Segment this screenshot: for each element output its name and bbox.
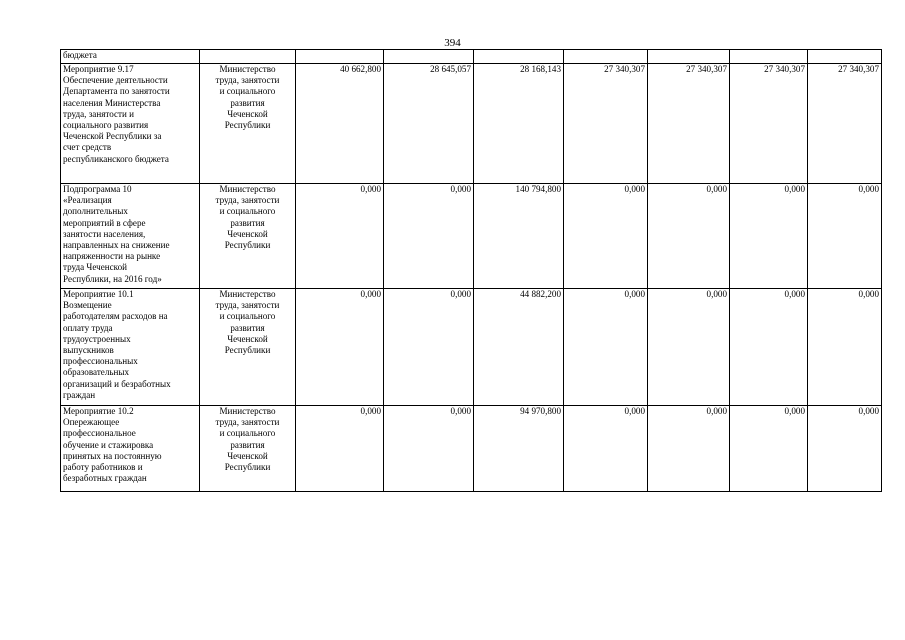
- amount-cell: 0,000: [648, 184, 730, 289]
- amount-cell: 27 340,307: [808, 64, 882, 184]
- executor-line: Министерство: [219, 289, 276, 299]
- program-name-line: профессиональное: [63, 428, 136, 439]
- executor-line: развития: [230, 322, 265, 333]
- table-row: [61, 289, 882, 406]
- program-name-line: населения Министерства: [63, 97, 161, 108]
- program-name-line: Возмещение: [63, 300, 112, 311]
- executor-line: Республики: [224, 120, 271, 131]
- amount-cell: 0,000: [296, 289, 384, 406]
- amount-cell: 0,000: [648, 289, 730, 406]
- table-row: [61, 406, 882, 492]
- executor-line: Министерство: [219, 406, 276, 416]
- program-name-line: труда, занятости и: [63, 108, 135, 119]
- program-name-line: обучение и стажировка: [63, 439, 154, 450]
- page-number: 394: [444, 37, 461, 49]
- program-name-line: труда Чеченской: [63, 262, 128, 273]
- program-name-line: напряженности на рынке: [63, 251, 161, 262]
- executor-line: Чеченской: [227, 450, 268, 461]
- program-name-line: занятости населения,: [63, 228, 146, 239]
- amount-cell: [296, 50, 384, 64]
- executor-line: развития: [230, 97, 265, 108]
- table-row: [61, 184, 882, 289]
- amount-cell: 27 340,307: [730, 64, 808, 184]
- program-name-line: Департамента по занятости: [63, 86, 170, 97]
- amount-cell: 44 882,200: [474, 289, 564, 406]
- executor-cell: [200, 184, 296, 289]
- amount-cell: [384, 50, 474, 64]
- amount-cell: 0,000: [296, 406, 384, 492]
- executor-cell: [200, 406, 296, 492]
- program-name-line: Подпрограмма 10: [63, 184, 132, 194]
- amount-cell: 27 340,307: [564, 64, 648, 184]
- program-name-line: оплату труда: [63, 322, 113, 333]
- program-name-line: профессиональных: [63, 356, 138, 367]
- amount-cell: 0,000: [564, 289, 648, 406]
- executor-line: труда, занятости: [215, 75, 280, 86]
- amount-cell: 94 970,800: [474, 406, 564, 492]
- executor-line: Министерство: [219, 64, 276, 74]
- amount-cell: 0,000: [564, 184, 648, 289]
- program-name-line: работу работников и: [63, 462, 143, 473]
- amount-cell: 28 168,143: [474, 64, 564, 184]
- executor-line: Республики: [224, 462, 271, 473]
- program-name-line: социального развития: [63, 120, 149, 131]
- program-name-line: образовательных: [63, 367, 130, 378]
- executor-line: Республики: [224, 240, 271, 251]
- amount-cell: 0,000: [564, 406, 648, 492]
- executor-cell: [200, 64, 296, 184]
- program-name-line: Опережающее: [63, 417, 120, 428]
- program-name-line: мероприятий в сфере: [63, 217, 146, 228]
- amount-cell: 27 340,307: [648, 64, 730, 184]
- amount-cell: [730, 50, 808, 64]
- amount-cell: 140 794,800: [474, 184, 564, 289]
- executor-line: Республики: [224, 345, 271, 356]
- table-row: [61, 64, 882, 184]
- table-row: [61, 50, 882, 64]
- executor-line: Чеченской: [227, 228, 268, 239]
- executor-cell: [200, 289, 296, 406]
- program-name-line: республиканского бюджета: [63, 153, 169, 164]
- amount-cell: [474, 50, 564, 64]
- amount-cell: 0,000: [730, 289, 808, 406]
- amount-cell: 0,000: [648, 406, 730, 492]
- amount-cell: 0,000: [384, 184, 474, 289]
- executor-line: труда, занятости: [215, 300, 280, 311]
- program-name-line: выпускников: [63, 345, 114, 356]
- program-name-line: направленных на снижение: [63, 240, 170, 251]
- program-name-cell: [61, 50, 200, 64]
- executor-line: труда, занятости: [215, 417, 280, 428]
- executor-line: Чеченской: [227, 108, 268, 119]
- amount-cell: [564, 50, 648, 64]
- executor-line: и социального: [219, 86, 276, 97]
- amount-cell: [648, 50, 730, 64]
- program-name-line: работодателям расходов на: [63, 311, 168, 322]
- executor-line: Чеченской: [227, 333, 268, 344]
- executor-line: и социального: [219, 311, 276, 322]
- executor-line: Министерство: [219, 184, 276, 194]
- amount-cell: 0,000: [808, 289, 882, 406]
- program-name-line: принятых на постоянную: [63, 450, 162, 461]
- program-name-line: дополнительных: [63, 206, 128, 217]
- program-name-line: бюджета: [63, 50, 97, 60]
- program-name-line: «Реализация: [63, 195, 112, 206]
- program-name-line: организаций и безработных: [63, 378, 171, 389]
- executor-cell: [200, 50, 296, 64]
- program-name-line: граждан: [63, 389, 96, 400]
- executor-line: развития: [230, 217, 265, 228]
- program-name-line: Республики, на 2016 год»: [63, 273, 162, 284]
- program-name-cell: [61, 64, 200, 184]
- program-name-cell: [61, 406, 200, 492]
- executor-line: труда, занятости: [215, 195, 280, 206]
- program-name-line: Мероприятие 10.1: [63, 289, 134, 299]
- program-name-line: Мероприятие 9.17: [63, 64, 134, 74]
- amount-cell: 0,000: [384, 406, 474, 492]
- program-name-line: счет средств: [63, 142, 112, 153]
- budget-table: [60, 49, 882, 492]
- program-name-line: Мероприятие 10.2: [63, 406, 134, 416]
- amount-cell: 40 662,800: [296, 64, 384, 184]
- executor-line: развития: [230, 439, 265, 450]
- program-name-line: Обеспечение деятельности: [63, 75, 168, 86]
- executor-line: и социального: [219, 206, 276, 217]
- amount-cell: [808, 50, 882, 64]
- program-name-line: трудоустроенных: [63, 333, 131, 344]
- program-name-cell: [61, 289, 200, 406]
- program-name-cell: [61, 184, 200, 289]
- amount-cell: 0,000: [730, 184, 808, 289]
- program-name-line: безработных граждан: [63, 473, 147, 484]
- amount-cell: 0,000: [808, 406, 882, 492]
- amount-cell: 0,000: [384, 289, 474, 406]
- amount-cell: 0,000: [296, 184, 384, 289]
- amount-cell: 28 645,057: [384, 64, 474, 184]
- executor-line: и социального: [219, 428, 276, 439]
- amount-cell: 0,000: [730, 406, 808, 492]
- program-name-line: Чеченской Республики за: [63, 131, 162, 142]
- amount-cell: 0,000: [808, 184, 882, 289]
